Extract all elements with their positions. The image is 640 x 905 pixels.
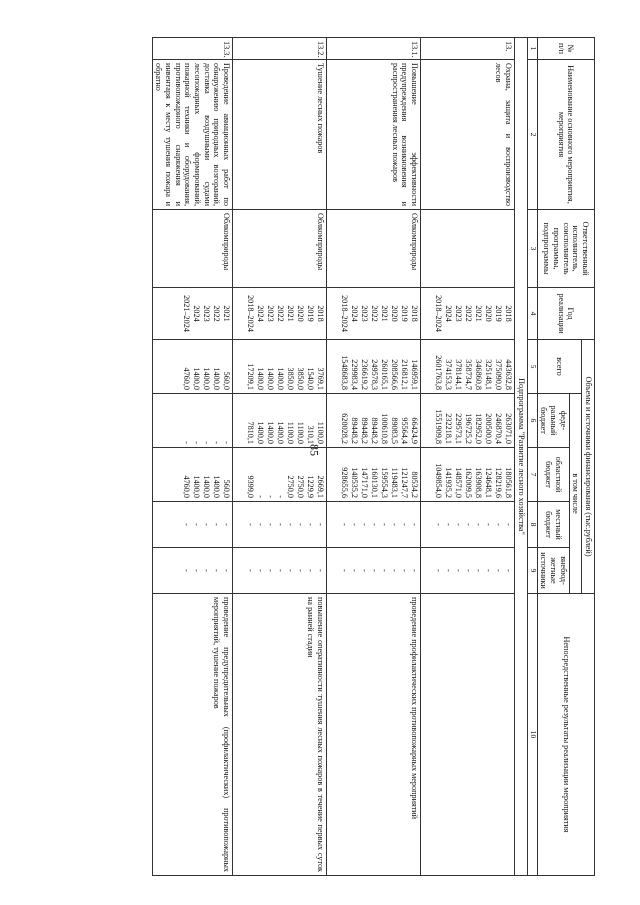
row-total-value: 358734,7 [464, 359, 474, 390]
row-extra [327, 548, 421, 594]
row-extra-value: - [410, 569, 420, 572]
row-extra-value: - [444, 569, 454, 572]
row-years-value: 2022 [276, 305, 286, 322]
row-local-value: - [454, 523, 464, 526]
row-federal-value: 182952,0 [474, 413, 484, 444]
row-extra-value: - [454, 569, 464, 572]
page-number: 85 [307, 444, 322, 456]
row-federal-value: - [212, 441, 222, 444]
row-result: проведение профилактических противопожарных мероприятий [327, 594, 421, 876]
row-total-value: 1400,0 [202, 367, 212, 390]
column-number-10: 10 [527, 594, 537, 876]
row-total-value: 3769,1 [316, 367, 326, 390]
row-years-value: 2022 [464, 305, 474, 322]
row-total-value: 1400,0 [276, 367, 286, 390]
row-federal-value: 95564,4 [400, 417, 410, 444]
row-total-value: 208566,6 [390, 359, 400, 390]
table-row [327, 38, 421, 876]
row-years-value: 2021 [286, 305, 296, 322]
row-number: 13.1. [327, 38, 421, 60]
row-years [152, 288, 232, 340]
row-regional-value: 2669,1 [316, 475, 326, 498]
header-regional: областной бюджет [537, 448, 569, 502]
row-number: 13. [421, 38, 515, 60]
row-years-value: 2020 [390, 305, 400, 322]
row-years [233, 288, 327, 340]
row-total-value: 17209,1 [246, 363, 256, 390]
row-total-value: 216812,1 [400, 359, 410, 390]
row-regional-value: 2750,0 [296, 475, 306, 498]
row-federal-value: - [222, 441, 232, 444]
row-extra-value: - [296, 569, 306, 572]
row-extra-value: - [212, 569, 222, 572]
row-regional-value: 1400,0 [202, 475, 212, 498]
row-extra-value: - [266, 569, 276, 572]
row-years-value: 2018 [504, 305, 514, 322]
row-regional-value: 1400,0 [212, 475, 222, 498]
row-federal-value: 1400,0 [276, 421, 286, 444]
header-financing: Объемы и источники финансирования (тыс.рублей) [582, 340, 595, 594]
row-regional-value: 148571,0 [454, 467, 464, 498]
row-regional-value: 159554,3 [380, 467, 390, 498]
row-federal-value: - [192, 441, 202, 444]
row-extra [152, 548, 232, 594]
row-total-value: 560,0 [222, 371, 232, 390]
row-number: 13.2. [233, 38, 327, 60]
row-local [233, 502, 327, 548]
row-total-value: 146959,1 [410, 359, 420, 390]
row-total-value: 249578,3 [370, 359, 380, 390]
row-years-value: 2020 [296, 305, 306, 322]
row-extra-value: - [484, 569, 494, 572]
row-years-value: 2024 [256, 305, 266, 322]
row-local-value: - [484, 523, 494, 526]
row-years-value: 2021–2024 [182, 295, 192, 332]
row-federal-value: 246870,4 [494, 413, 504, 444]
row-regional-value: 163908,8 [474, 467, 484, 498]
row-federal-value: 7810,1 [246, 421, 256, 444]
row-total-value: 375090,0 [494, 359, 504, 390]
header-results: Непосредственные результаты реализации мероприятия [537, 594, 594, 876]
row-regional-value: 1400,0 [192, 475, 202, 498]
row-local-value: - [350, 523, 360, 526]
row-number: 13.3. [152, 38, 232, 60]
row-total-value: 3850,0 [296, 367, 306, 390]
table-row [152, 38, 232, 876]
row-federal-value: 229573,1 [454, 413, 464, 444]
row-local-value: - [474, 523, 484, 526]
row-regional-value: - [266, 495, 276, 498]
row-years-value: 2024 [350, 305, 360, 322]
row-years-value: 2019 [400, 305, 410, 322]
row-federal-value: 66424,9 [410, 417, 420, 444]
row-total-value: 3850,0 [286, 367, 296, 390]
row-total-value: 2601763,8 [434, 355, 444, 390]
row-total-value: 443632,8 [504, 359, 514, 390]
row-years-value: 2023 [266, 305, 276, 322]
row-local-value: - [444, 523, 454, 526]
row-regional-value: 121247,7 [400, 467, 410, 498]
row-local-value: - [360, 523, 370, 526]
row-regional-value: 147171,0 [360, 467, 370, 498]
row-years-value: 2019 [494, 305, 504, 322]
row-federal-value: 1100,0 [316, 421, 326, 444]
row-regional-value: 1229,9 [306, 475, 316, 498]
row-extra-value: - [182, 569, 192, 572]
row-regional [327, 448, 421, 502]
header-including: в том числе [569, 394, 582, 594]
row-federal-value: 1400,0 [256, 421, 266, 444]
row-local-value: - [286, 523, 296, 526]
row-total-value: 1400,0 [256, 367, 266, 390]
row-extra-value: - [474, 569, 484, 572]
row-extra-value: - [246, 569, 256, 572]
row-federal-value: 232218,1 [444, 413, 454, 444]
row-local-value: - [296, 523, 306, 526]
row-local-value: - [212, 523, 222, 526]
row-extra-value: - [434, 569, 444, 572]
header-local: местный бюджет [537, 502, 569, 548]
column-number-6: 6 [527, 394, 537, 448]
row-years-value: 2018 [410, 305, 420, 322]
column-number-8: 8 [527, 502, 537, 548]
row-local-value: - [340, 523, 350, 526]
row-executor [421, 210, 515, 288]
row-local [421, 502, 515, 548]
row-federal-value: 89083,5 [390, 417, 400, 444]
row-local [152, 502, 232, 548]
row-local-value: - [316, 523, 326, 526]
row-total-value: 236619,2 [360, 359, 370, 390]
row-years-value: 2023 [454, 305, 464, 322]
row-local-value: - [246, 523, 256, 526]
row-local-value: - [182, 523, 192, 526]
row-total-value: 1540,0 [306, 367, 316, 390]
row-total [152, 340, 232, 394]
row-extra-value: - [380, 569, 390, 572]
row-regional [421, 448, 515, 502]
row-federal-value: 1551909,8 [434, 409, 444, 444]
row-measure-name: Охрана, защита и воспроизводство лесов [421, 60, 515, 210]
row-years-value: 2022 [370, 305, 380, 322]
row-regional-value: - [256, 495, 266, 498]
row-result: проведение предупредительных (профилактических) противопожарных мероприятий, тушение пожаров [152, 594, 232, 876]
row-local-value: - [434, 523, 444, 526]
row-total-value: 260165,1 [380, 359, 390, 390]
row-total-value: 1400,0 [266, 367, 276, 390]
row-extra-value: - [494, 569, 504, 572]
row-federal-value: 1100,0 [296, 421, 306, 444]
row-regional-value: - [276, 495, 286, 498]
row-federal-value: 200500,0 [484, 413, 494, 444]
row-extra-value: - [286, 569, 296, 572]
column-number-3: 3 [527, 210, 537, 288]
financing-table-wrapper [35, 37, 595, 875]
row-total-value: 346860,8 [474, 359, 484, 390]
row-total-value: 4760,0 [182, 367, 192, 390]
row-years-value: 2024 [444, 305, 454, 322]
row-total-value: 1400,0 [212, 367, 222, 390]
row-years-value: 2022 [212, 305, 222, 322]
row-local-value: - [276, 523, 286, 526]
row-local-value: - [370, 523, 380, 526]
row-extra-value: - [202, 569, 212, 572]
row-extra-value: - [504, 569, 514, 572]
row-extra-value: - [350, 569, 360, 572]
row-years [327, 288, 421, 340]
row-total-value: 229983,4 [350, 359, 360, 390]
row-regional-value: 80534,2 [410, 471, 420, 498]
row-regional-value: 119483,1 [390, 467, 400, 498]
row-extra-value: - [400, 569, 410, 572]
row-years-value: 2021 [380, 305, 390, 322]
row-regional-value: 141935,2 [444, 467, 454, 498]
row-regional [152, 448, 232, 502]
row-regional-value: 128219,6 [494, 467, 504, 498]
row-executor: Облкомприроды [233, 210, 327, 288]
row-federal-value: - [182, 441, 192, 444]
row-extra [421, 548, 515, 594]
row-local-value: - [192, 523, 202, 526]
row-federal [327, 394, 421, 448]
header-year: Год реализации [537, 288, 594, 340]
header-num: № п/п [537, 38, 594, 60]
row-measure-name: Проведение авиационных работ по обнаружению природных возгораний, доставка воздушными судами лесопожарных формирований, пожарной техники и оборудования, противопожарного снаряжения и инвентаря к месту тушения пожара и обратно [152, 60, 232, 210]
row-federal-value: 310,1 [306, 425, 316, 444]
row-total [421, 340, 515, 394]
row-local-value: - [494, 523, 504, 526]
row-result [421, 594, 515, 876]
row-local-value: - [266, 523, 276, 526]
row-extra-value: - [256, 569, 266, 572]
row-regional-value: 124648,1 [484, 467, 494, 498]
row-local-value: - [202, 523, 212, 526]
row-federal [233, 394, 327, 448]
row-extra-value: - [340, 569, 350, 572]
row-federal-value: 196725,2 [464, 413, 474, 444]
row-federal-value: 1100,0 [286, 421, 296, 444]
row-result: повышение оперативности тушения лесных пожаров в течение первых суток на ранней стадии [233, 594, 327, 876]
row-federal [152, 394, 232, 448]
row-total [233, 340, 327, 394]
row-total-value: 378144,1 [454, 359, 464, 390]
row-executor: Облкомприроды [327, 210, 421, 288]
column-number-9: 9 [527, 548, 537, 594]
column-number-7: 7 [527, 448, 537, 502]
table-row [233, 38, 327, 876]
column-number-4: 4 [527, 288, 537, 340]
row-local-value: - [380, 523, 390, 526]
row-extra-value: - [390, 569, 400, 572]
row-regional-value: 4760,0 [182, 475, 192, 498]
row-total-value: 1400,0 [192, 367, 202, 390]
financing-table [152, 37, 595, 876]
row-total-value: 325148,1 [484, 359, 494, 390]
row-total [327, 340, 421, 394]
row-executor: Облкомприроды [152, 210, 232, 288]
row-local-value: - [390, 523, 400, 526]
row-local-value: - [256, 523, 266, 526]
row-local [327, 502, 421, 548]
row-years-value: 2023 [202, 305, 212, 322]
row-extra-value: - [306, 569, 316, 572]
row-federal-value: 89448,2 [370, 417, 380, 444]
row-years-value: 2020 [484, 305, 494, 322]
row-regional-value: 180561,8 [504, 467, 514, 498]
row-extra-value: - [360, 569, 370, 572]
column-number-2: 2 [527, 60, 537, 210]
row-years-value: 2019 [306, 305, 316, 322]
row-local-value: - [410, 523, 420, 526]
row-years [421, 288, 515, 340]
row-total-value: 1548683,8 [340, 355, 350, 390]
table-row [421, 38, 515, 876]
row-regional-value: 9399,0 [246, 475, 256, 498]
row-regional-value: 2750,0 [286, 475, 296, 498]
row-regional-value: 160130,1 [370, 467, 380, 498]
row-federal-value: 620028,2 [340, 413, 350, 444]
column-number-1: 1 [527, 38, 537, 60]
header-executor: Ответственный исполнитель, соисполнитель программы, подпрограммы [537, 210, 594, 288]
row-years-value: 2018–2024 [246, 295, 256, 332]
row-local-value: - [400, 523, 410, 526]
row-years-value: 2023 [360, 305, 370, 322]
header-federal: феде-ральный бюджет [537, 394, 569, 448]
row-regional-value: 560,0 [222, 479, 232, 498]
row-years-value: 2024 [192, 305, 202, 322]
row-federal-value: 263071,0 [504, 413, 514, 444]
row-regional-value: 928655,6 [340, 467, 350, 498]
row-total-value: 374153,3 [444, 359, 454, 390]
row-years-value: 2018–2024 [340, 295, 350, 332]
row-regional [233, 448, 327, 502]
row-extra-value: - [370, 569, 380, 572]
row-local-value: - [222, 523, 232, 526]
header-extrabudget: внебюд-жетные источники [537, 548, 569, 594]
row-regional-value: 162009,5 [464, 467, 474, 498]
row-regional-value: 1049854,0 [434, 463, 444, 498]
row-years-value: 2018–2024 [434, 295, 444, 332]
row-extra-value: - [464, 569, 474, 572]
row-federal [421, 394, 515, 448]
row-extra [233, 548, 327, 594]
header-total: всего [537, 340, 582, 394]
row-local-value: - [504, 523, 514, 526]
header-name: Наименование основного мероприятия, мероприятия [537, 60, 594, 210]
column-number-row [527, 38, 537, 876]
row-extra-value: - [276, 569, 286, 572]
row-local-value: - [306, 523, 316, 526]
subprogram-title: Подпрограмма "Развитие лесного хозяйства" [515, 38, 528, 876]
row-federal-value: 89448,2 [360, 417, 370, 444]
row-years-value: 2021 [222, 305, 232, 322]
row-years-value: 2018 [316, 305, 326, 322]
row-federal-value: 89448,2 [350, 417, 360, 444]
row-years-value: 2021 [474, 305, 484, 322]
row-federal-value: 100610,8 [380, 413, 390, 444]
row-federal-value: - [202, 441, 212, 444]
row-regional-value: 140535,2 [350, 467, 360, 498]
row-federal-value: 1400,0 [266, 421, 276, 444]
column-number-5: 5 [527, 340, 537, 394]
row-measure-name: Повышение эффективности предупреждения возникновения и распространения лесных пожаров [327, 60, 421, 210]
row-local-value: - [464, 523, 474, 526]
row-extra-value: - [316, 569, 326, 572]
row-extra-value: - [192, 569, 202, 572]
row-extra-value: - [222, 569, 232, 572]
row-measure-name: Тушение лесных пожаров [233, 60, 327, 210]
